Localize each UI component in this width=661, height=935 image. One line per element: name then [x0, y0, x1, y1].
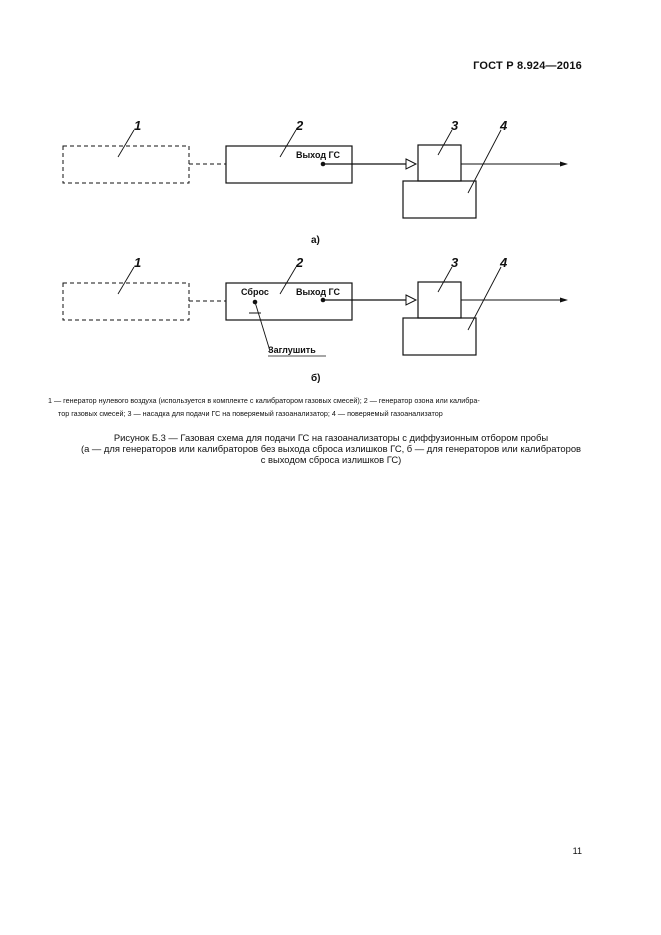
- block-1-zero-air-generator: [63, 283, 189, 320]
- exhaust-arrowhead: [560, 298, 568, 303]
- callout-2: 2: [296, 118, 304, 133]
- leader-1: [118, 267, 134, 294]
- leader-2: [280, 130, 296, 157]
- diagram-b: [63, 255, 568, 384]
- diagram-a: [63, 118, 568, 246]
- block-4-analyzer: [403, 181, 476, 218]
- plug-leader: [255, 302, 270, 351]
- block-1-zero-air-generator: [63, 146, 189, 183]
- legend-line-1: 1 — генератор нулевого воздуха (используется в комплекте с калибратором газовых смесей); 2 — генератор озона или калибра-: [48, 396, 480, 405]
- callout-3: 3: [451, 118, 459, 133]
- block-3-nozzle: [418, 282, 461, 318]
- block-4-analyzer: [403, 318, 476, 355]
- caption-line-3: с выходом сброса излишков ГС): [260, 454, 402, 465]
- callout-4: 4: [500, 255, 508, 270]
- document-header: ГОСТ Р 8.924—2016: [473, 60, 582, 72]
- leader-4: [468, 267, 501, 330]
- leader-4: [468, 130, 501, 193]
- reset-label: Сброс: [241, 287, 269, 297]
- leader-3: [438, 130, 452, 155]
- callout-2: 2: [296, 255, 304, 270]
- page-number: 11: [572, 846, 582, 856]
- sublabel-b: б): [311, 373, 321, 384]
- output-label: Выход ГС: [296, 150, 341, 160]
- figure-caption: [40, 432, 622, 465]
- leader-1: [118, 130, 134, 157]
- figure-legend: [48, 394, 588, 420]
- callout-4: 4: [500, 118, 508, 133]
- legend-line-2: тор газовых смесей; 3 — насадка для подачи ГС на поверяемый газоанализатор; 4 — поверяемый газоанализатор: [58, 409, 443, 418]
- nozzle-arrow: [406, 159, 416, 169]
- callout-3: 3: [451, 255, 459, 270]
- leader-3: [438, 267, 452, 292]
- output-label: Выход ГС: [296, 287, 341, 297]
- leader-2: [280, 267, 296, 294]
- caption-line-2: (а — для генераторов или калибраторов без выхода сброса излишков ГС, б — для генераторов или калибраторов: [80, 443, 582, 454]
- callout-1: 1: [134, 118, 142, 133]
- sublabel-a: а): [311, 235, 320, 246]
- block-3-nozzle: [418, 145, 461, 181]
- plug-label: Заглушить: [268, 345, 316, 355]
- callout-1: 1: [134, 255, 142, 270]
- exhaust-arrowhead: [560, 162, 568, 167]
- caption-line-1: Рисунок Б.3 — Газовая схема для подачи ГС на газоанализаторы с диффузионным отбором пробы: [113, 432, 549, 443]
- nozzle-arrow: [406, 295, 416, 305]
